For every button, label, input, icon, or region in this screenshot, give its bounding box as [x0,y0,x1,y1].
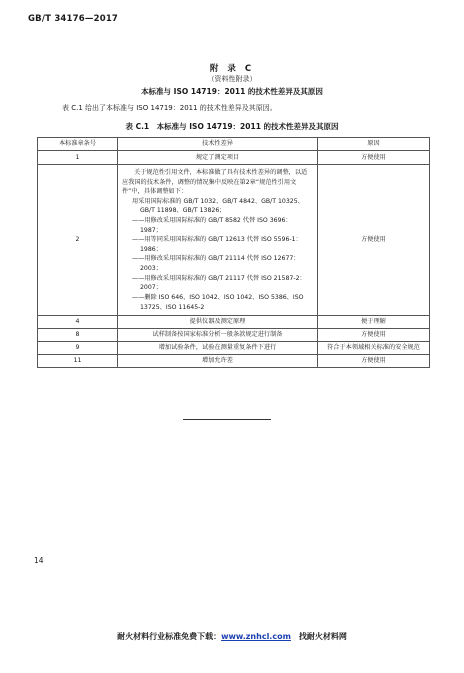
clause-cell: 4 [38,316,118,329]
footer-link[interactable]: www.znhcl.com [221,632,291,641]
difference-cell: 试样制备按国家标准分析一般条款规定进行制备 [118,329,318,342]
clause-cell: 9 [38,342,118,355]
footer-prefix: 耐火材料行业标准免费下载： [117,632,222,641]
clause-cell: 1 [38,151,118,165]
reason-cell: 方便使用 [318,355,430,368]
reason-cell: 方便使用 [318,151,430,165]
reason-cell: 符合于本领域相关标准的安全规范 [318,342,430,355]
appendix-heading: 本标准与 ISO 14719：2011 的技术性差异及其原因 [141,87,323,96]
header-difference: 技术性差异 [118,138,318,151]
appendix-type: （资料性附录） [207,75,257,83]
table-row [38,329,430,342]
differences-table [37,137,430,368]
table-row [38,151,430,165]
end-of-document-rule [183,419,271,420]
difference-cell: 提供仪器及测定原理 [118,316,318,329]
table-row [38,342,430,355]
clause-cell: 2 [38,165,118,316]
difference-cell: 规定了测定项目 [118,151,318,165]
difference-item: ——用修改采用国际标准的 GB/T 21117 代替 ISO 21587-2：2007； [132,274,306,292]
reason-cell: 方便使用 [318,165,430,316]
table-caption: 表 C.1 本标准与 ISO 14719：2011 的技术性差异及其原因 [125,122,339,131]
standard-code: GB/T 34176—2017 [28,14,119,24]
difference-item: ——用修改采用国际标准的 GB/T 21114 代替 ISO 12677：2003； [132,255,300,273]
page-number: 14 [34,556,44,565]
table-row [38,316,430,329]
reason-cell: 便于理解 [318,316,430,329]
header-reason: 原因 [318,138,430,151]
difference-item: ——删除 ISO 646、ISO 1042、ISO 1042、ISO 5386、ISO 13725、ISO 11645-2 [132,293,304,311]
footer-suffix: 找耐火材料网 [290,632,347,641]
clause-cell: 11 [38,355,118,368]
reason-cell: 方便使用 [318,329,430,342]
appendix-title: 附 录 C [209,64,255,74]
clause-cell: 8 [38,329,118,342]
difference-cell: 增加试验条件，试验在测量重复条件下进行 [118,342,318,355]
table-row [38,165,430,316]
difference-intro: 关于规范性引用文件，本标准做了具有技术性差异的调整，以适应我国的技术条件，调整的情况集中反映在第2章“规范性引用文件”中，具体调整如下： [122,169,308,196]
difference-item: ——用修改采用国际标准的 GB/T 8582 代替 ISO 3696：1987； [132,217,292,234]
table-header-row [38,138,430,151]
footer-banner [0,631,464,642]
difference-item: ——用等同采用国际标准的 GB/T 12613 代替 ISO 5596-1：1986； [132,236,302,253]
difference-item: 用采用国际标准的 GB/T 1032、GB/T 4842、GB/T 10325、GB/T 11898、GB/T 13826； [132,197,304,215]
difference-cell [118,165,318,316]
header-clause: 本标准章条号 [38,138,118,151]
table-row [38,355,430,368]
difference-cell: 增加允许差 [118,355,318,368]
intro-paragraph: 表 C.1 给出了本标准与 ISO 14719：2011 的技术性差异及其原因。 [62,104,277,112]
